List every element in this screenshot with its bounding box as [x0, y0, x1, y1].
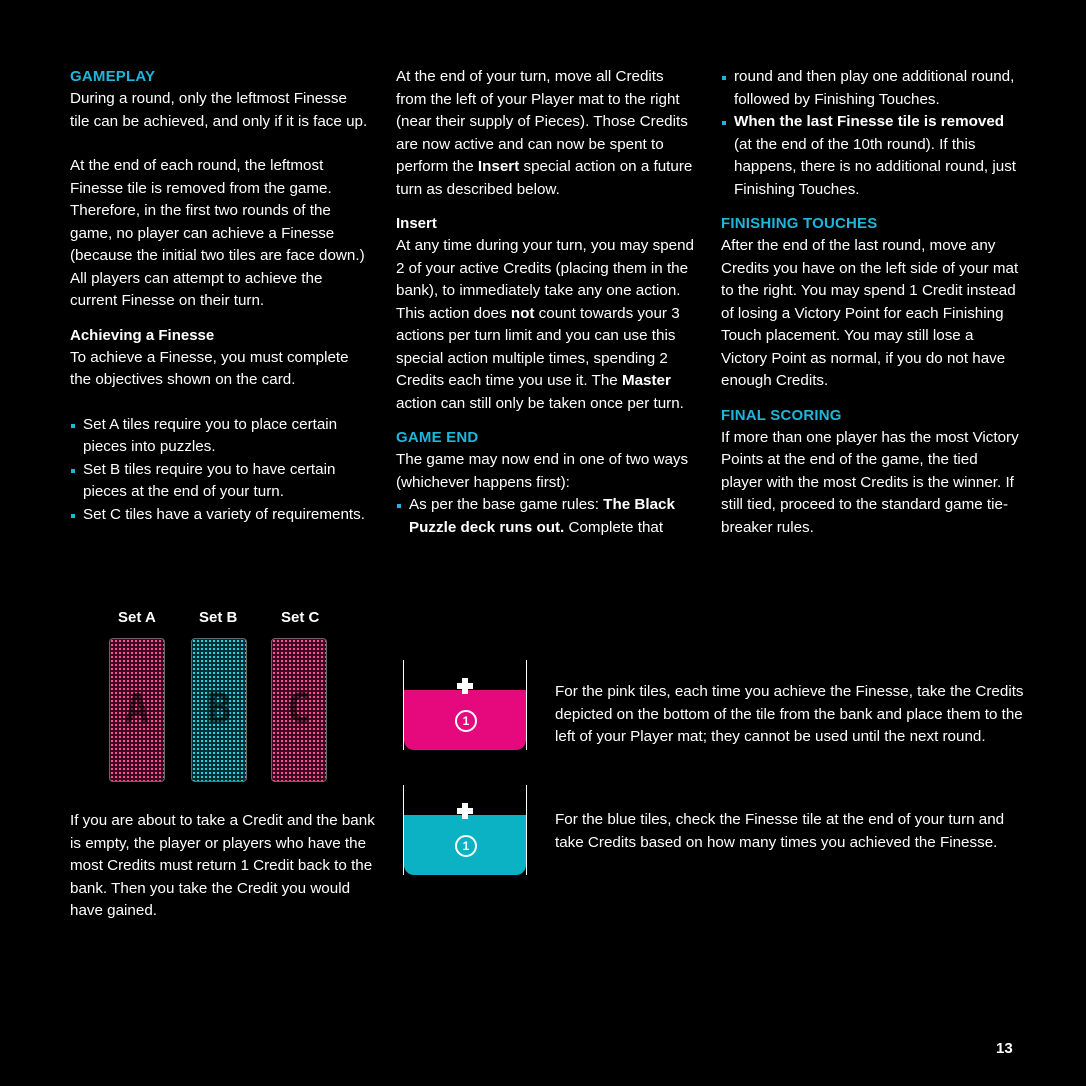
gameplay-heading: GAMEPLAY — [70, 68, 156, 85]
list-item: Set B tiles require you to have certain pieces at the end of your turn. — [70, 459, 370, 504]
credit-note: If you are about to take a Credit and the bank is empty, the player or players who have the most Credits must return 1 Credit back to the bank. Then you take the Credit you would have gained. — [70, 812, 375, 919]
tile-letter: B — [206, 686, 232, 732]
column-left — [70, 66, 370, 526]
pink-tile-description: For the pink tiles, each time you achieve the Finesse, take the Credits depicted on the bottom of the tile from the bank and place them to the left of your Player mat; they cannot be used until the next round. — [555, 683, 1024, 745]
plus-icon — [457, 678, 473, 694]
set-list — [70, 414, 370, 527]
set-a-tile-image — [109, 638, 165, 782]
game-end-heading: GAME END — [396, 429, 479, 446]
game-end-paragraph: The game may now end in one of two ways (whichever happens first): — [396, 451, 689, 491]
gameplay-paragraph: All players can attempt to achieve the current Finesse on their turn. — [70, 269, 323, 309]
insert-heading: Insert — [396, 215, 437, 232]
game-end-list-continued — [721, 66, 1021, 201]
page-number: 13 — [996, 1040, 1013, 1057]
tile-letter: A — [124, 686, 150, 732]
final-scoring-heading: FINAL SCORING — [721, 406, 842, 424]
set-b-label: Set B — [199, 609, 238, 626]
set-a-label: Set A — [118, 609, 156, 626]
game-end-list — [396, 494, 696, 539]
pink-tile-image — [403, 660, 527, 750]
list-item: Set A tiles require you to place certain pieces into puzzles. — [70, 414, 370, 459]
credits-paragraph: At the end of your turn, move all Credits from the left of your Player mat to the right (near their supply of Pieces). Those Credits are now active and can now be spent to perform the Insert special action on a future turn as described below. — [396, 68, 693, 198]
list-item: As per the base game rules: The Black Puzzle deck runs out. Complete that — [396, 494, 696, 539]
credit-coin-icon: 1 — [455, 835, 477, 857]
finishing-touches-heading: FINISHING TOUCHES — [721, 215, 878, 232]
column-middle — [396, 66, 696, 539]
achieving-paragraph: To achieve a Finesse, you must complete the objectives shown on the card. — [70, 348, 349, 388]
final-scoring-paragraph: If more than one player has the most Victory Points at the end of the game, the tied player with the most Credits is the winner. If still tied, proceed to the standard game tie-breaker rules. — [721, 428, 1019, 536]
set-b-tile-image — [191, 638, 247, 782]
gameplay-paragraph: At the end of each round, the leftmost Finesse tile is removed from the game. Therefore, in the first two rounds of the game, no player can achieve a Finesse (because the initial two tiles are face down.) — [70, 157, 365, 264]
gameplay-paragraph: During a round, only the leftmost Finesse tile can be achieved, and only if it is face up. — [70, 90, 368, 130]
finishing-touches-paragraph: After the end of the last round, move any Credits you have on the left side of your mat to the right. You may spend 1 Credit instead of losing a Victory Point for each Finishing Touch placement. You may still lose a Victory Point as normal, if you do not have enough Credits. — [721, 237, 1019, 389]
achieving-heading: Achieving a Finesse — [70, 326, 215, 344]
list-item: Set C tiles have a variety of requirements. — [70, 504, 370, 527]
blue-tile-image — [403, 785, 527, 875]
tile-letter: C — [286, 686, 312, 732]
insert-paragraph: At any time during your turn, you may spend 2 of your active Credits (placing them in the bank), to immediately take any one action. This action does not count towards your 3 actions per turn limit and you can use this special action multiple times, spending 2 Credits each time you use it. The Master action can still only be taken once per turn. — [396, 237, 694, 412]
set-c-tile-image — [271, 638, 327, 782]
credit-coin-icon: 1 — [455, 710, 477, 732]
set-c-label: Set C — [281, 609, 320, 626]
column-right — [721, 66, 1021, 539]
blue-tile-description: For the blue tiles, check the Finesse tile at the end of your turn and take Credits based on how many times you achieved the Finesse. — [555, 811, 1005, 851]
plus-icon — [457, 803, 473, 819]
list-item: When the last Finesse tile is removed (at the end of the 10th round). If this happens, there is no additional round, just Finishing Touches. — [721, 111, 1021, 201]
list-item-continued: round and then play one additional round, followed by Finishing Touches. — [721, 66, 1021, 111]
